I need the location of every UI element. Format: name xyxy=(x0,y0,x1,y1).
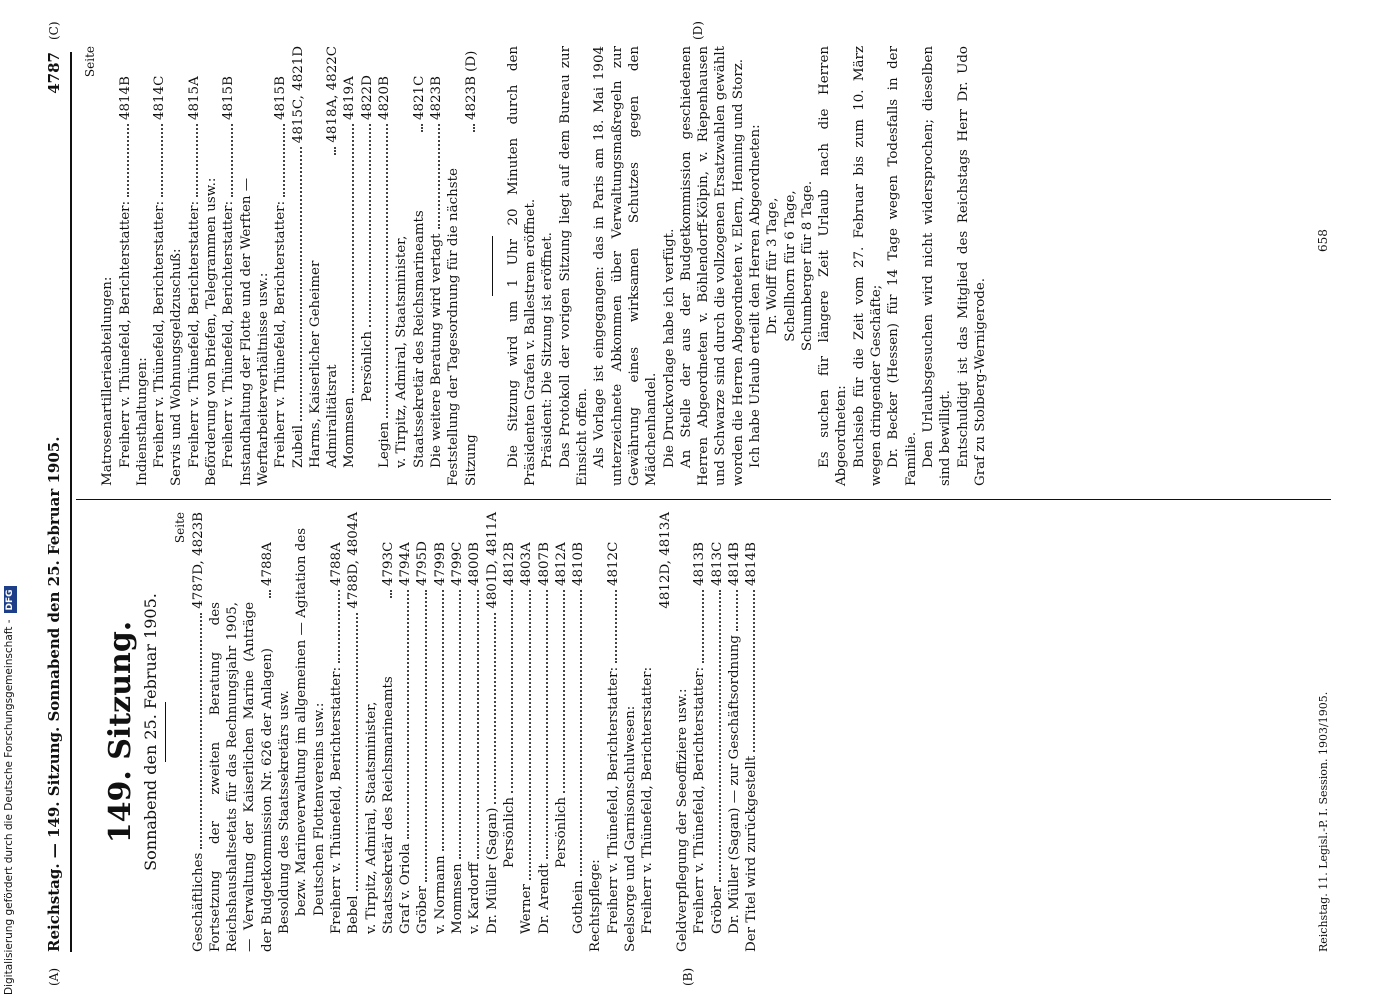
leader-dots xyxy=(473,124,475,132)
toc-heading: Beförderung von Briefen, Telegrammen usw.: xyxy=(204,177,220,486)
leader-dots xyxy=(369,124,371,327)
leader-dots xyxy=(390,590,392,598)
leader-dots xyxy=(338,590,340,663)
body-paragraph: Ich habe Urlaub erteilt den Herren Abgeordneten: xyxy=(747,124,763,468)
toc-heading: Geldverpflegung der Seeoffiziere usw.: xyxy=(674,688,690,952)
bottom-page-number: 658 xyxy=(1316,229,1330,252)
leader-dots xyxy=(546,590,548,859)
toc-text: Fortsetzung der zweiten Beratung des Reichshaushaltsetats für das Rechnungsjahr 1905, — Verwaltung der Kaiserlichen Marine (Anträge der Budgetkommission Nr. 626 der Anlagen) xyxy=(207,602,275,952)
leader-dots xyxy=(200,613,202,849)
toc-entry xyxy=(376,46,393,486)
running-header-title: Reichstag. — 149. Sitzung. Sonnabend den 25. Februar 1905. xyxy=(45,436,63,952)
toc-entry xyxy=(553,512,570,952)
toc-text: Feststellung der Tagesordnung für die nächste Sitzung xyxy=(446,168,479,486)
toc-entry xyxy=(272,46,289,486)
toc-entry xyxy=(190,512,207,952)
toc-text: Mommsen xyxy=(342,397,358,468)
president-statement: Präsident: Die Sitzung ist eröffnet. xyxy=(540,232,556,468)
toc-page-ref: 4814B xyxy=(726,542,742,586)
leader-dots xyxy=(563,590,565,793)
toc-text: v. Tirpitz, Admiral, Staatsminister, Staatssekretär des Reichsmarineamts xyxy=(394,210,427,468)
toc-heading: Freiherr v. Thünefeld, Berichterstatter: xyxy=(640,666,656,934)
leader-dots xyxy=(494,613,496,804)
toc-entry xyxy=(432,512,449,952)
toc-page-ref: 4812C xyxy=(605,541,621,586)
toc-page-ref: 4823B xyxy=(428,76,444,120)
leader-dots xyxy=(407,590,409,839)
toc-text: Legien xyxy=(377,421,393,468)
body-paragraph: Den Urlaubsgesuchen wird nicht widersprochen; dieselben sind bewilligt. xyxy=(920,46,954,486)
toc-page-ref: 4815B xyxy=(273,76,289,120)
toc-text: Freiherr v. Thünefeld, Berichterstatter: xyxy=(221,200,237,468)
leader-dots xyxy=(442,590,444,851)
toc-entry xyxy=(117,46,134,486)
toc-text: Gröber xyxy=(709,885,725,934)
toc-page-ref: 4814B xyxy=(744,542,760,586)
section-rule xyxy=(492,236,493,296)
toc-page-ref: 4803A xyxy=(519,542,535,586)
column-divider xyxy=(76,499,1331,500)
leader-dots xyxy=(334,147,336,155)
toc-page-ref: 4814B xyxy=(117,76,133,120)
leader-dots xyxy=(386,124,388,418)
toc-entry xyxy=(428,46,445,486)
toc-text: Dr. Müller (Sagan) — zur Geschäftsordnung xyxy=(726,635,742,934)
title-rule xyxy=(165,702,166,762)
toc-heading: Instandhaltung der Flotte und der Werften — Werftarbeiterverhältnisse usw.: xyxy=(238,177,271,486)
toc-page-ref: 4793C xyxy=(380,541,396,586)
right-column xyxy=(80,46,989,486)
toc-entry xyxy=(605,512,622,952)
toc-page-ref: 4788D, 4804A xyxy=(346,512,362,609)
margin-marker-a: (A) xyxy=(47,967,61,986)
toc-entry xyxy=(307,46,342,486)
leader-dots xyxy=(459,590,461,859)
toc-entry xyxy=(709,512,726,952)
toc-page-ref: 4823B (D) xyxy=(463,50,479,120)
leader-dots xyxy=(421,124,423,132)
margin-marker-c: (C) xyxy=(47,21,61,40)
toc-page-ref: 4820B xyxy=(377,76,393,120)
toc-text: Gothein xyxy=(571,880,587,934)
toc-entry xyxy=(151,46,168,486)
seite-column-label: Seite xyxy=(83,46,97,78)
toc-entry xyxy=(445,46,480,486)
toc-entry xyxy=(359,46,376,486)
toc-text: Harms, Kaiserlicher Geheimer Admiralitätsrat xyxy=(307,260,341,468)
toc-page-ref: 4787D, 4823B xyxy=(190,512,206,609)
toc-page-ref: 4795D xyxy=(415,541,431,586)
leader-dots xyxy=(425,590,427,882)
toc-entry xyxy=(518,512,535,952)
toc-page-ref: 4815A xyxy=(186,76,202,120)
toc-page-ref: 4799C xyxy=(450,541,466,586)
toc-entry xyxy=(397,512,414,952)
toc-entry xyxy=(501,512,518,952)
digitization-note-text: Digitalisierung gefördert durch die Deutsche Forschungsgemeinschaft - xyxy=(3,619,15,995)
dfg-logo: DFG xyxy=(4,586,17,613)
header-rule xyxy=(70,52,72,952)
toc-text: Dr. Müller (Sagan) xyxy=(484,807,500,934)
toc-text: Freiherr v. Thünefeld, Berichterstatter: xyxy=(186,200,202,468)
toc-entry xyxy=(570,512,587,952)
toc-entry xyxy=(466,512,483,952)
leader-dots xyxy=(615,590,617,663)
toc-page-ref: 4810B xyxy=(571,542,587,586)
leave-entry: Schellhorn für 6 Tage, xyxy=(782,190,798,342)
toc-entry xyxy=(207,512,276,952)
toc-heading: Indiensthaltungen: xyxy=(134,357,150,486)
toc-text: Persönlich xyxy=(501,797,517,868)
toc-page-ref: 4818A, 4822C xyxy=(325,46,341,143)
body-paragraph: Das Protokoll der vorigen Sitzung liegt auf dem Bureau zur Einsicht offen. xyxy=(557,46,591,486)
body-paragraph: Die Sitzung wird um 1 Uhr 20 Minuten durch den Präsidenten Grafen v. Ballestrem eröffnet. xyxy=(505,46,539,486)
body-paragraph: Buchsieb für die Zeit vom 27. Februar bis zum 10. März wegen dringender Geschäfte; xyxy=(851,46,885,486)
toc-page-ref: 4819A xyxy=(342,76,358,120)
footer-legislature: Reichstag. 11. Legisl.-P. I. Session. 1903/1905. xyxy=(1317,691,1330,952)
leave-entry: Dr. Wolff für 3 Tage, xyxy=(765,197,781,335)
document-page xyxy=(40,21,1340,986)
toc-text: Gröber xyxy=(415,885,431,934)
toc-entry xyxy=(743,512,760,952)
toc-entry xyxy=(341,46,358,486)
toc-page-ref: 4815C, 4821D xyxy=(290,46,306,144)
page-number: 4787 xyxy=(45,52,63,94)
leader-dots xyxy=(231,124,233,197)
toc-page-ref: 4813C xyxy=(709,541,725,586)
leader-dots xyxy=(580,590,582,876)
toc-page-ref: 4815B xyxy=(221,76,237,120)
toc-text: Zubeil xyxy=(290,425,306,468)
leader-dots xyxy=(161,124,163,197)
toc-text: Mommsen xyxy=(450,863,466,934)
body-paragraph: Es suchen für längere Zeit Urlaub nach die Herren Abgeordneten: xyxy=(817,46,850,486)
toc-entry xyxy=(691,512,708,952)
leader-dots xyxy=(438,124,440,229)
toc-text: v. Normann xyxy=(432,855,448,934)
body-paragraph: Entschuldigt ist das Mitglied des Reichstags Herr Dr. Udo Graf zu Stolberg-Wernigerode. xyxy=(955,46,988,486)
toc-entry xyxy=(345,512,362,952)
toc-text: Freiherr v. Thünefeld, Berichterstatter: xyxy=(273,200,289,468)
leader-dots xyxy=(196,124,198,197)
leader-dots xyxy=(283,124,285,197)
toc-text: Der Titel wird zurückgestellt xyxy=(744,755,760,952)
leader-dots xyxy=(511,590,513,793)
leader-dots xyxy=(269,590,271,598)
session-date: Sonnabend den 25. Februar 1905. xyxy=(141,593,160,871)
margin-marker-b: (B) xyxy=(681,967,695,986)
toc-text: v. Tirpitz, Admiral, Staatsminister, Staatssekretär des Reichsmarineamts xyxy=(363,676,396,934)
toc-entry xyxy=(186,46,203,486)
toc-entry xyxy=(220,46,237,486)
toc-entry xyxy=(484,512,501,952)
toc-page-ref: 4801D, 4811A xyxy=(484,512,500,609)
leave-entry: Schumberger für 8 Tage. xyxy=(799,180,815,352)
toc-text: Freiherr v. Thünefeld, Berichterstatter: xyxy=(605,666,621,934)
toc-text: Dr. Arendt xyxy=(536,863,552,934)
margin-marker-d: (D) xyxy=(691,21,705,40)
leader-dots xyxy=(352,124,354,393)
toc-entry xyxy=(393,46,428,486)
toc-page-ref: 4812B xyxy=(501,542,517,586)
toc-entry xyxy=(414,512,431,952)
toc-page-ref: 4821C xyxy=(411,75,427,120)
toc-entry xyxy=(449,512,466,952)
leader-dots xyxy=(127,124,129,197)
toc-entry xyxy=(726,512,743,952)
toc-text: Persönlich xyxy=(359,331,375,402)
running-header xyxy=(40,52,72,952)
leader-dots xyxy=(702,590,704,663)
toc-entry xyxy=(290,46,307,486)
toc-text: Geschäftliches xyxy=(190,852,206,952)
seite-column-label: Seite xyxy=(173,512,188,544)
toc-heading: Servis und Wohnungsgeldzuschuß: xyxy=(169,248,185,486)
toc-text: Freiherr v. Thünefeld, Berichterstatter: xyxy=(152,200,168,468)
session-title: 149. Sitzung. xyxy=(103,620,138,844)
leader-dots xyxy=(529,590,531,880)
digitization-note xyxy=(2,589,16,995)
toc-text: Freiherr v. Thünefeld, Berichterstatter: xyxy=(328,666,344,934)
toc-page-ref: 4788A xyxy=(328,542,344,586)
toc-page-ref: 4807B xyxy=(536,542,552,586)
toc-heading: Rechtspflege: xyxy=(588,859,604,952)
toc-page-ref: 4794A xyxy=(398,542,414,586)
toc-page-ref: 4813B xyxy=(692,542,708,586)
body-paragraph: Die Druckvorlage habe ich verfügt. xyxy=(661,228,677,468)
leader-dots xyxy=(477,590,479,859)
toc-text: Graf v. Oriola xyxy=(398,843,414,934)
toc-heading: Matrosenartillerieabteilungen: xyxy=(100,276,116,486)
toc-page-ref: 4812A xyxy=(553,542,569,586)
toc-page-ref: 4799B xyxy=(432,542,448,586)
toc-text: Freiherr v. Thünefeld, Berichterstatter: xyxy=(117,200,133,468)
toc-page-ref: 4788A xyxy=(259,542,275,586)
toc-heading: bezw. Marineverwaltung im allgemeinen — Agitation des Deutschen Flottenvereins usw.: xyxy=(294,527,327,916)
leader-dots xyxy=(736,590,738,631)
toc-page-ref: 4822D xyxy=(359,75,375,120)
leader-dots xyxy=(719,590,721,882)
leader-dots xyxy=(356,613,358,892)
toc-text: Persönlich xyxy=(553,797,569,868)
leader-dots xyxy=(753,590,755,752)
left-column xyxy=(80,512,760,952)
toc-page-ref: 4800B xyxy=(467,542,483,586)
toc-page-ref-continued: 4812D, 4813A xyxy=(657,512,673,609)
toc-entry xyxy=(536,512,553,952)
body-paragraph: An Stelle der aus der Budgetkommission geschiedenen Herren Abgeordneten v. Böhlendorff-Kölpin, v. Riepenhausen und Schwarze sind durch die vollzogenen Ersatzwahlen gewählt worden die Herren Abgeordneten v. Elern, Henning und Storz. xyxy=(678,46,746,486)
body-paragraph: Als Vorlage ist eingegangen: das in Paris am 18. Mai 1904 unterzeichnete Abkommen über Verwaltungsmaßregeln zur Gewährung eines wirksamen Schutzes gegen den Mädchenhandel. xyxy=(592,46,660,486)
toc-heading: Seelsorge und Garnisonschulwesen: xyxy=(623,705,639,952)
toc-text: Bebel xyxy=(346,895,362,934)
leader-dots xyxy=(300,147,302,421)
toc-text: Werner xyxy=(519,884,535,934)
toc-text: Die weitere Beratung wird vertagt xyxy=(428,233,444,468)
toc-text: Freiherr v. Thünefeld, Berichterstatter: xyxy=(692,666,708,934)
body-paragraph: Dr. Becker (Hessen) für 14 Tage wegen Todesfalls in der Familie. xyxy=(886,46,919,486)
toc-entry xyxy=(328,512,345,952)
toc-text: v. Kardorff xyxy=(467,862,483,934)
toc-heading: Besoldung des Staatssekretärs usw. xyxy=(277,690,293,934)
toc-entry xyxy=(363,512,398,952)
toc-page-ref: 4814C xyxy=(152,75,168,120)
